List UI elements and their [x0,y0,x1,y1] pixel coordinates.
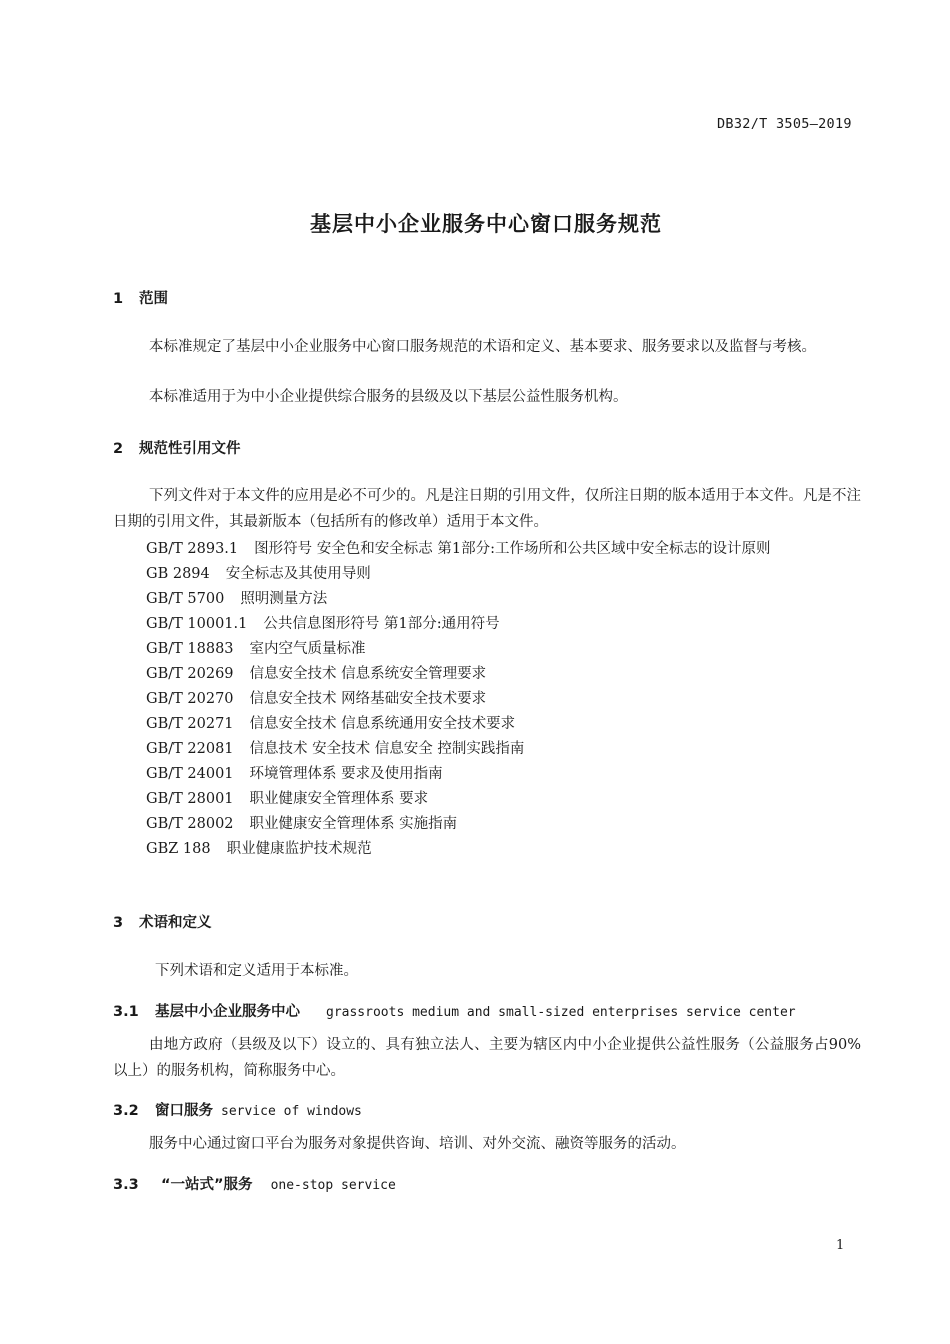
reference-item [146,712,515,733]
section-1-paragraph-2: 本标准适用于为中小企业提供综合服务的县级及以下基层公益性服务机构。 [149,389,628,405]
term-3-2-english: service of windows [221,1104,362,1119]
section-2-number: 2 [113,441,124,457]
reference-item [146,587,327,608]
reference-item [146,562,371,583]
reference-number: GB/T 20270 [146,691,234,707]
reference-title: 环境管理体系 要求及使用指南 [249,766,443,782]
page-number: 1 [836,1238,845,1253]
term-3-3-number: 3.3 [113,1177,139,1193]
reference-number: GBZ 188 [146,841,211,857]
section-2-intro: 下列文件对于本文件的应用是必不可少的。凡是注日期的引用文件，仅所注日期的版本适用于本文件。凡是不注日期的引用文件，其最新版本（包括所有的修改单）适用于本文件。 [113,488,861,530]
reference-number: GB/T 5700 [146,591,225,607]
reference-item [146,837,372,858]
section-3-intro: 下列术语和定义适用于本标准。 [155,963,358,979]
reference-item [146,537,770,558]
document-title: 基层中小企业服务中心窗口服务规范 [310,212,662,236]
reference-item [146,687,486,708]
reference-title: 职业健康安全管理体系 实施指南 [249,816,458,832]
term-3-3-chinese: “一站式”服务 [161,1177,253,1193]
reference-number: GB/T 28001 [146,791,234,807]
term-3-1-chinese: 基层中小企业服务中心 [155,1004,300,1020]
reference-title: 信息安全技术 信息系统通用安全技术要求 [249,716,516,732]
section-1-paragraph-1: 本标准规定了基层中小企业服务中心窗口服务规范的术语和定义、基本要求、服务要求以及监督与考核。 [149,339,816,355]
reference-title: 照明测量方法 [240,591,328,607]
reference-number: GB/T 20271 [146,716,234,732]
term-3-1-number: 3.1 [113,1004,139,1020]
term-3-1-english: grassroots medium and small-sized enterprises service center [326,1005,796,1020]
reference-item [146,812,457,833]
section-2-title: 规范性引用文件 [139,441,241,457]
term-3-2-definition: 服务中心通过窗口平台为服务对象提供咨询、培训、对外交流、融资等服务的活动。 [149,1136,686,1152]
term-3-1-definition: 由地方政府（县级及以下）设立的、具有独立法人、主要为辖区内中小企业提供公益性服务（公益服务占90%以上）的服务机构，简称服务中心。 [113,1037,861,1079]
term-3-2-heading [113,1099,362,1120]
reference-title: 图形符号 安全色和安全标志 第1部分:工作场所和公共区域中安全标志的设计原则 [254,541,771,557]
term-3-1-heading [113,1000,796,1021]
reference-number: GB/T 10001.1 [146,616,248,632]
section-1-number: 1 [113,291,124,307]
reference-number: GB/T 24001 [146,766,234,782]
reference-item [146,637,366,658]
reference-item [146,787,428,808]
section-3-number: 3 [113,915,124,931]
reference-number: GB 2894 [146,566,210,582]
reference-item [146,737,524,758]
section-1-heading [113,287,168,308]
reference-title: 职业健康安全管理体系 要求 [249,791,429,807]
term-3-3-english: one-stop service [270,1178,396,1193]
reference-item [146,762,443,783]
section-3-heading [113,911,212,932]
reference-title: 室内空气质量标准 [249,641,366,657]
document-number: DB32/T 3505—2019 [717,116,852,132]
term-3-2-chinese: 窗口服务 [155,1103,213,1119]
section-2-heading [113,437,241,458]
term-3-2-number: 3.2 [113,1103,139,1119]
reference-number: GB/T 28002 [146,816,234,832]
reference-title: 安全标志及其使用导则 [225,566,371,582]
section-3-title: 术语和定义 [139,915,212,931]
reference-title: 信息安全技术 信息系统安全管理要求 [249,666,487,682]
reference-number: GB/T 22081 [146,741,234,757]
reference-title: 信息安全技术 网络基础安全技术要求 [249,691,487,707]
reference-number: GB/T 20269 [146,666,234,682]
reference-title: 职业健康监护技术规范 [226,841,372,857]
reference-number: GB/T 18883 [146,641,234,657]
section-1-title: 范围 [139,291,168,307]
reference-title: 信息技术 安全技术 信息安全 控制实践指南 [249,741,525,757]
reference-number: GB/T 2893.1 [146,541,239,557]
reference-title: 公共信息图形符号 第1部分:通用符号 [263,616,500,632]
term-3-3-heading [113,1173,396,1194]
reference-item [146,662,486,683]
reference-item [146,612,500,633]
